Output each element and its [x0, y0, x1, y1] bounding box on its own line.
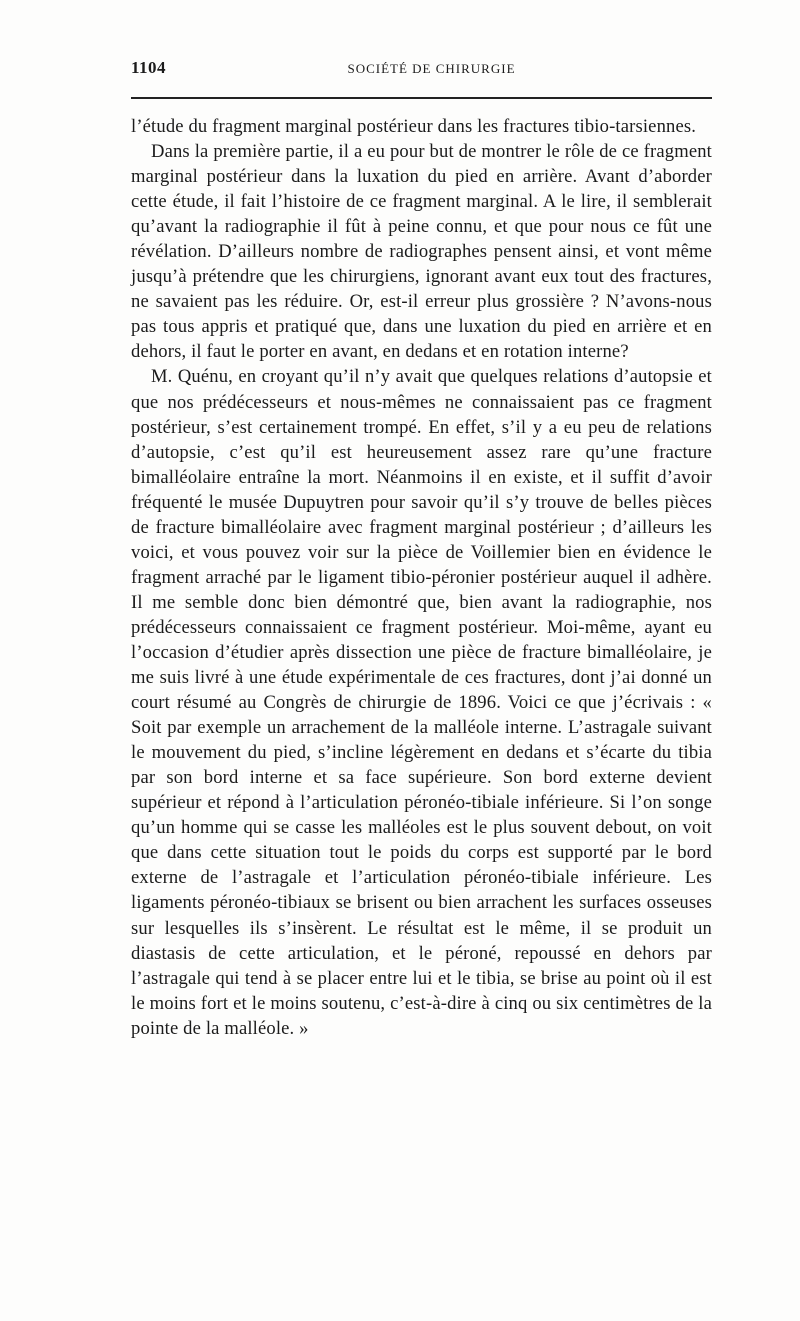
page-header [131, 58, 712, 82]
paragraph-continuation: l’étude du fragment marginal postérieur dans les fractures tibio-tarsiennes. [131, 116, 697, 137]
paragraph: Dans la première partie, il a eu pour but de montrer le rôle de ce fragment marginal postérieur dans la luxation du pied en arrière. Avant d’aborder cette étude, il fait l’histoire de ce fragment marginal. A le lire, il semblerait qu’avant la radiographie il fût à peine connu, et que pour nous ce fût une révélation. D’ailleurs nombre de radiographes pensent ainsi, et vont même jusqu’à prétendre que les chirurgiens, ignorant avant eux tout des fractures, ne savaient pas les réduire. Or, est-il erreur plus grossière ? N’avons-nous pas tous appris et pratiqué que, dans une luxation du pied en arrière et en dehors, il faut le porter en avant, en dedans et en rotation interne? [131, 141, 712, 363]
body-text [131, 114, 712, 1041]
running-head: SOCIÉTÉ DE CHIRURGIE [347, 61, 516, 76]
header-rule [131, 97, 712, 99]
page-number: 1104 [131, 58, 167, 77]
paragraph: M. Quénu, en croyant qu’il n’y avait que quelques relations d’autopsie et que nos prédécesseurs et nous-mêmes ne connaissaient pas ce fragment postérieur, s’est certainement trompé. En effet, s’il y a eu peu de relations d’autopsie, c’est qu’il est heureusement assez rare qu’une fracture bimalléolaire entraîne la mort. Néanmoins il en existe, et il suffit d’avoir fréquenté le musée Dupuytren pour savoir qu’il s’y trouve de belles pièces de fracture bimalléolaire avec fragment marginal postérieur ; d’ailleurs les voici, et vous pouvez voir sur la pièce de Voillemier bien en évidence le fragment arraché par le ligament tibio-péronier postérieur auquel il adhère. Il me semble donc bien démontré que, bien avant la radiographie, nos prédécesseurs connaissaient ce fragment postérieur. Moi-même, ayant eu l’occasion d’étudier après dissection une pièce de fracture bimalléolaire, je me suis livré à une étude expérimentale de ces fractures, dont j’ai donné un court résumé au Congrès de chirurgie de 1896. Voici ce que j’écrivais : « Soit par exemple un arrachement de la malléole interne. L’astragale suivant le mouvement du pied, s’incline légèrement en dedans et s’écarte du tibia par son bord interne et sa face supérieure. Son bord externe devient supérieur et répond à l’articulation péronéo-tibiale inférieure. Si l’on songe qu’un homme qui se casse les malléoles est le plus souvent debout, on voit que dans cette situation tout le poids du corps est supporté par le bord externe de l’astragale et l’articulation péronéo-tibiale inférieure. Les ligaments péronéo-tibiaux se brisent ou bien arrachent les surfaces osseuses sur lesquelles ils s’insèrent. Le résultat est le même, il se produit un diastasis de cette articulation, et le péroné, repoussé en dehors par l’astragale qui tend à se placer entre lui et le tibia, se brise au point où il est le moins fort et le moins soutenu, c’est-à-dire à cinq ou six centimètres de la pointe de la malléole. » [131, 366, 712, 1039]
